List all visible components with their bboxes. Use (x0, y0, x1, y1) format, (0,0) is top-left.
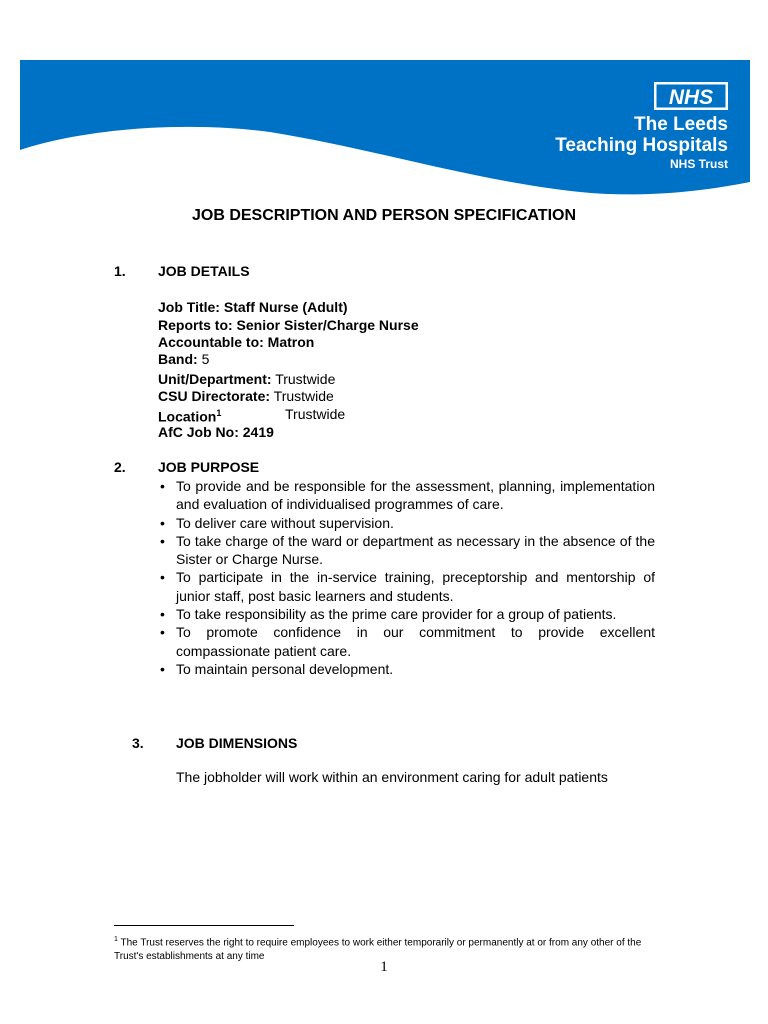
document-title: JOB DESCRIPTION AND PERSON SPECIFICATION (191, 207, 577, 224)
unit-department (158, 371, 335, 388)
list-item: • To take responsibility as the prime care provider for a group of patients. (158, 605, 655, 623)
section2-heading: JOB PURPOSE (158, 459, 260, 475)
list-item: • To provide and be responsible for the assessment, planning, implementation and evaluation of individualised programmes of care. (158, 477, 655, 514)
accountable-to (158, 334, 314, 351)
list-item: • To participate in the in-service training, preceptorship and mentorship of junior staff, post basic learners and students. (158, 568, 655, 605)
page-number: 1 (380, 959, 388, 975)
footnote-divider (114, 925, 294, 926)
afc-job-no-text: AfC Job No: 2419 (158, 424, 274, 440)
location (158, 405, 221, 426)
header-banner (0, 0, 768, 200)
location-value: Trustwide (285, 406, 346, 422)
section3-number: 3. (132, 735, 144, 751)
list-item: • To maintain personal development. (158, 660, 655, 678)
footnote-line2: Trust's establishments at any time (114, 951, 265, 963)
reports-to-text: Reports to: Senior Sister/Charge Nurse (158, 317, 419, 333)
band (158, 351, 209, 368)
list-item: • To promote confidence in our commitment to provide excellent compassionate patient care. (158, 623, 655, 660)
location-footnote-marker: 1 (216, 408, 222, 418)
section2-number: 2. (114, 459, 126, 475)
csu-value: Trustwide (273, 388, 334, 404)
csu-directorate (158, 388, 334, 405)
csu-label: CSU Directorate: (158, 388, 271, 404)
unit-label: Unit/Department: (158, 371, 272, 387)
org-name-line3: NHS Trust (669, 157, 728, 171)
nhs-logo-text: NHS (668, 86, 714, 109)
job-title-text: Job Title: Staff Nurse (Adult) (158, 299, 348, 315)
job-purpose-list (158, 477, 655, 678)
section1-number: 1. (114, 263, 126, 279)
location-label: Location (158, 408, 217, 425)
list-item: • To deliver care without supervision. (158, 514, 655, 532)
org-name-line2: Teaching Hospitals (555, 135, 728, 156)
list-item: • To take charge of the ward or department as necessary in the absence of the Sister or Charge Nurse. (158, 532, 655, 569)
nhs-logo (654, 82, 728, 110)
org-name-line1: The Leeds (634, 114, 728, 135)
band-value: 5 (201, 351, 210, 367)
band-label: Band: (158, 351, 198, 367)
afc-job-no (158, 424, 274, 441)
job-dimensions-text: The jobholder will work within an environment caring for adult patients (176, 769, 608, 785)
footnote-marker: 1 (114, 936, 118, 943)
job-title (158, 299, 348, 316)
section1-heading: JOB DETAILS (158, 263, 250, 279)
section3-heading: JOB DIMENSIONS (176, 735, 298, 751)
footnote-line1: The Trust reserves the right to require employees to work either temporarily or permanently at or from any other of the (120, 937, 642, 949)
unit-value: Trustwide (275, 371, 336, 387)
accountable-to-text: Accountable to: Matron (158, 334, 315, 350)
reports-to (158, 317, 419, 334)
